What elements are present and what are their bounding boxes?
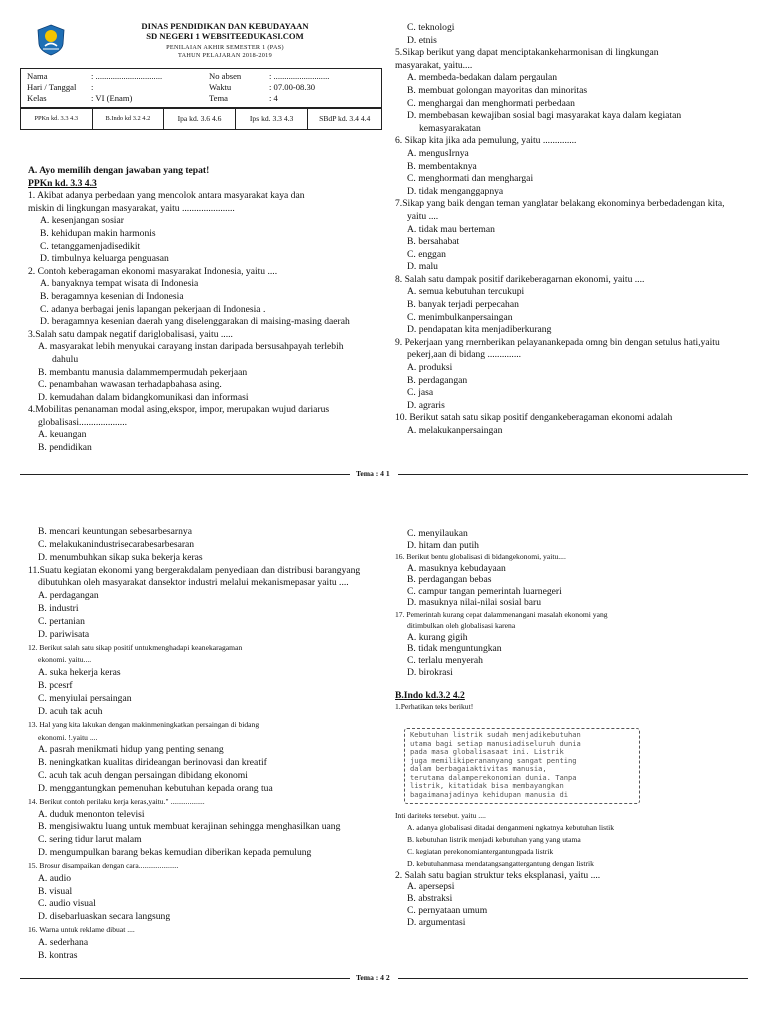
answer-option[interactable]: A. tidak mau berteman [407,223,495,235]
answer-option[interactable]: B. membentaknya [407,160,477,172]
answer-option[interactable]: B. mencari keuntungan sebesarbesarnya [38,526,192,537]
page2-footer-line-left [20,978,350,979]
question-text: 2. Salah satu bagian struktur teks eksplanasi, yaitu .... [395,869,601,881]
answer-option[interactable]: C. enggan [407,248,446,260]
reading-passage-box [404,728,640,804]
kd-sbdp: SBdP kd. 3.4 4.4 [319,114,371,124]
page2-right-column-top [395,528,767,713]
answer-option[interactable]: B. pendidikan [38,442,92,454]
answer-option[interactable]: B. membantu manusia dalammempermudah pekerjaan [38,366,248,378]
answer-option[interactable]: D. disebarluaskan secara langsung [38,911,171,923]
question-text: 1. Akibat adanya perbedaan yang mencolok antara masyarakat kaya dan [28,190,305,202]
answer-option[interactable]: A. melakukanpersaingan [407,425,503,436]
text-line: masyarakat, yaitu.... [395,59,473,71]
answer-option[interactable]: C. sering tidur larut malam [38,834,142,846]
text-line: ekonomi. !.yaitu .... [38,732,98,742]
answer-option[interactable]: B. industri [38,603,79,615]
answer-option[interactable]: A. kurang gigih [407,631,468,643]
answer-option[interactable]: B. perdagangan [407,374,468,386]
answer-option[interactable]: A. audio [38,872,72,884]
waktu-value: : 07.00-08.30 [269,82,316,92]
question-text: 16. Berikut bentu globalisasi di bidangekonomi, yaitu.... [395,552,566,562]
question-text: 5.Sikap berikut yang dapat menciptakankeharmonisan di lingkungan [395,47,659,59]
answer-option[interactable]: D. pariwisata [38,628,90,640]
answer-option[interactable]: A. membeda-bedakan dalam pergaulan [407,72,558,84]
answer-option[interactable]: D. kebutuhanmasa mendatangsangattergantung dengan listrik [407,858,594,868]
question-text: 10. Berikut satah satu sikap positif dengankeberagaman ekonomi adalah [395,412,673,424]
kd-ips: Ips kd. 3.3 4.3 [236,109,309,129]
answer-option[interactable]: D. menggantungkan pemenuhan kebutuhan kepada orang tua [38,782,273,794]
answer-option[interactable]: B. bersahabat [407,236,460,248]
nama-label: Nama [27,71,48,81]
passage-line: dalam berbagaiaktivitas manusia, [410,764,547,773]
answer-option[interactable]: C. menyiulai persaingan [38,692,132,704]
answer-option[interactable]: D. hitam dan putih [407,539,479,551]
text-line: ditimbulkan oleh globalisasi karena [407,621,516,631]
text-line: miskin di lingkungan masyarakat, yaitu ...................... [28,202,235,214]
passage-line: terutama dalamperekonomian dunia. Tanpa [410,772,577,782]
answer-option[interactable]: A. kesenjangan sosiar [40,215,124,227]
answer-option[interactable]: B. mengisiwaktu luang untuk membuat kerajinan sehingga menghasilkan uang [38,821,341,833]
text-line: yaitu .... [407,210,439,222]
answer-option[interactable]: C. jasa [407,387,434,399]
answer-option[interactable]: A. apersepsi [407,881,455,893]
student-info-box [20,68,382,108]
answer-option[interactable]: B. membuat golongan mayoritas dan minoritas [407,84,588,96]
answer-option[interactable]: A. sederhana [38,937,89,948]
question-text: 15. Brosur disampaikan dengan cara..................... [28,860,179,870]
answer-option[interactable]: C. adanya berbagai jenis lapangan pekerjaan di Indonesia . [40,303,266,315]
tema-value: : 4 [269,93,278,103]
page1-footer-line-left [20,474,350,475]
kelas-label: Kelas [27,93,47,103]
answer-option[interactable]: D. beragamnya kesenian daerah yang diselenggarakan di maising-masing daerah [40,316,350,328]
answer-option[interactable]: A. duduk menonton televisi [38,808,145,820]
text-line: pekerj,aan di bidang .............. [407,349,522,361]
answer-option[interactable]: C. melakukanindustrisecarabesarbesaran [38,538,195,550]
answer-option[interactable]: D. agraris [407,399,445,411]
answer-option[interactable]: B. banyak terjadi perpecahan [407,299,519,311]
page2-left-column [28,526,388,963]
answer-option[interactable]: B. kontras [38,949,78,961]
passage-line: utama bagi setiap manusiadiseluruh dunia [410,738,581,748]
text-line: Inti dariteks tersebut. yaitu .... [395,811,486,820]
page2-footer-line-right [398,978,748,979]
passage-line: juga memilikiperananyang sangat penting [410,755,577,765]
answer-option[interactable]: A. masyarakat lebih menyukai carayang instan daripada bersusahpayah terlebih [38,341,344,353]
school-name: SD NEGERI 1 WEBSITEEDUKASI.COM [146,30,304,41]
answer-option[interactable]: A. banyaknya tempat wisata di Indonesia [40,278,199,290]
question-text: 3.Salah satu dampak negatif dariglobalisasi, yaitu ..... [28,328,233,340]
answer-option[interactable]: A. mengusIrnya [407,147,469,159]
answer-option[interactable]: C. terlalu menyerah [407,655,483,667]
text-line: PPKn kd. 3.3 4.3 [28,177,97,189]
question-text: 16. Warna untuk reklame dibuat .... [28,925,135,935]
answer-option[interactable]: D. menumbuhkan sikap suka bekerja keras [38,551,203,563]
page1-footer: Tema : 4 1 [356,469,390,478]
answer-option[interactable]: D. acuh tak acuh [38,705,103,717]
question-text: 8. Salah satu dampak positif darikeberagarnan ekonomi, yaitu .... [395,273,645,285]
answer-option[interactable]: B. tidak menguntungkan [407,643,502,655]
tut-wuri-handayani-logo-icon [36,24,66,56]
answer-option[interactable]: D. malu [407,261,438,273]
answer-option[interactable]: B. visual [38,885,73,897]
answer-option[interactable]: B. perdagangan bebas [407,574,492,586]
text-line: globalisasi.................... [38,416,128,428]
answer-option[interactable]: A. perdagangan [38,590,99,602]
question-text: 17. Pemerintah kurang cepat dalammenangani masalah ekonomi yang [395,609,608,619]
answer-option[interactable]: D. pendapatan kita menjadiberkurang [407,324,552,336]
answer-option[interactable]: A. adanya globalisasi ditadai denganmeni ngkatnya kebutuhan listik [407,822,615,832]
question-text: 2. Contoh keberagaman ekonomi masyarakat Indonesia, yaitu .... [28,265,278,277]
page2-right-column-bottom [395,810,767,929]
answer-option[interactable]: B. kebutuhan listrik menjadi kebutuhan yang yang utama [407,834,581,844]
answer-option[interactable]: B. abstraksi [407,893,453,905]
question-text: 11.Suatu kegiatan ekonomi yang bergerakdalam penyediaan dan distribusi barangyang [28,564,361,576]
question-text: 6. Sikap kita jika ada pemulung, yaitu .............. [395,135,577,147]
exam-name: PENILAIAN AKHIR SEMESTER 1 (PAS) [166,43,284,51]
answer-option[interactable]: C. kegiatan perekonomiantergantungpada listrik [407,846,554,856]
passage-line: bagaimanajadinya kehidupan manusia di [410,789,569,799]
page1-footer-line-right [398,474,748,475]
answer-option[interactable]: C. penambahan wawasan terhadapbahasa asing. [38,379,222,391]
answer-option[interactable]: B. kehidupan makin harmonis [40,227,156,239]
answer-option[interactable]: C. tetanggamenjadisedikit [40,240,141,252]
answer-option[interactable]: A. suka hekerja keras [38,667,121,679]
letterhead [70,22,380,59]
hari-label: Hari / Tanggal [27,82,77,92]
answer-option[interactable]: D. birokrasi [407,666,453,678]
answer-option[interactable]: A. pasrah menikmati hidup yang penting senang [38,744,224,756]
absen-label: No absen [209,71,242,81]
answer-option[interactable]: A. semua kebutuhan tercukupi [407,286,525,298]
nama-field[interactable]: : ............................... [91,71,163,81]
answer-option[interactable]: C. pernyataan umum [407,905,488,917]
passage-line: listrik, kitatidak bisa membayangkan [410,781,564,790]
question-text: 13. Hal yang kita lakukan dengan makinmeningkatkan persaingan di bidang [28,719,260,729]
question-text: 12. Berikut salah satu sikap positif untukmenghadapi keanekaragaman [28,642,243,652]
page1-right-column [395,22,767,438]
waktu-label: Waktu [209,82,232,92]
text-line: kemasyarakatan [419,122,481,134]
answer-option[interactable]: C. campur tangan pemerintah luarnegeri [407,585,562,597]
question-text: 1.Perhatikan teks berikut! [395,702,474,712]
passage-line: Kebutuhan listrik sudah menjadikebutuhan [410,730,581,739]
answer-option[interactable]: B. neningkatkan kualitas dirideangan berinovasi dan kreatif [38,757,267,769]
answer-option[interactable]: D. masuknya nilai-nilai sosial baru [407,597,542,609]
text-line [395,678,767,690]
tema-label: Tema [209,93,228,103]
hari-field[interactable]: : [91,82,94,92]
answer-option[interactable]: C. teknologi [407,22,455,33]
office-name: DINAS PENDIDIKAN DAN KEBUDAYAAN [141,21,309,31]
answer-option[interactable]: D. kemudahan dalam bidangkomunikasi dan informasi [38,391,249,403]
answer-option[interactable]: D. membebasan kewajiban sosial bagi masyarakat kaya dalam kegiatan [407,110,682,122]
kelas-value: : VI (Enam) [91,93,133,103]
text-line: ekonomi. yaitu.... [38,655,92,665]
answer-option[interactable]: C. menyilaukan [407,528,468,539]
answer-option[interactable]: A. Ayo memilih dengan jawaban yang tepat! [28,165,210,176]
answer-option[interactable]: B. beragamnya kesenian di Indonesia [40,290,184,302]
answer-option[interactable]: D. tidak menganggapnya [407,185,504,197]
answer-option[interactable]: C. audio visual [38,898,96,910]
kd-bindo: B.Indo kd 3.2 4.2 [93,109,165,129]
answer-option[interactable]: D. timbulnya keluarga penguasan [40,253,169,265]
absen-field[interactable]: : .......................... [269,71,330,81]
answer-option[interactable]: C. pertanian [38,615,85,627]
page2-footer: Tema : 4 2 [356,973,390,982]
answer-option[interactable]: A. keuangan [38,429,87,441]
text-line: dahulu [52,353,79,365]
question-text: 9. Pekerjaan yang rnernberikan pelayanankepada omng bin dengan setulus hati,yaitu [395,336,720,348]
kd-table [20,108,382,130]
school-year: TAHUN PELAJARAN 2018-2019 [178,51,272,59]
answer-option[interactable]: B.Indo kd.3.2 4.2 [395,689,465,701]
answer-option[interactable]: C. menimbulkanpersaingan [407,311,513,323]
answer-option[interactable]: C. menghormati dan menghargai [407,173,534,185]
kd-ipa: Ipa kd. 3.6 4.6 [164,109,236,129]
question-text: 4.Mobilitas penanaman modal asing,ekspor, impor, merupakan wujud dariarus [28,404,330,416]
question-text: 14. Berikut contoh perilaku kerja keras,yaitu." .................. [28,796,205,806]
answer-option[interactable]: A. produksi [407,362,453,374]
answer-option[interactable]: C. acuh tak acuh dengan persaingan dibidang ekonomi [38,770,248,782]
answer-option[interactable]: A. masuknya kebudayaan [407,562,506,574]
answer-option[interactable]: C. menghargai dan menghormati perbedaan [407,97,575,109]
passage-line: pada masa globalisasaat ini. Listrik [410,747,564,756]
page1-left-column [28,165,382,455]
answer-option[interactable]: B. pcesrf [38,680,73,692]
kd-ppkn: PPKn kd. 3.3 4.3 [21,109,93,129]
answer-option[interactable]: D. etnis [407,34,437,46]
answer-option[interactable]: D. argumentasi [407,917,466,929]
question-text: 7.Sikap yang baik dengan teman yanglatar belakang ekonominya berbedadengan kita, [395,198,725,210]
answer-option[interactable]: D. mengumpulkan barang bekas kemudian diberikan kepada pemulung [38,847,312,859]
text-line: dibutuhkan oleh masyarakat dansektor industri melalui mekanismepasar yaitu .... [38,577,349,589]
